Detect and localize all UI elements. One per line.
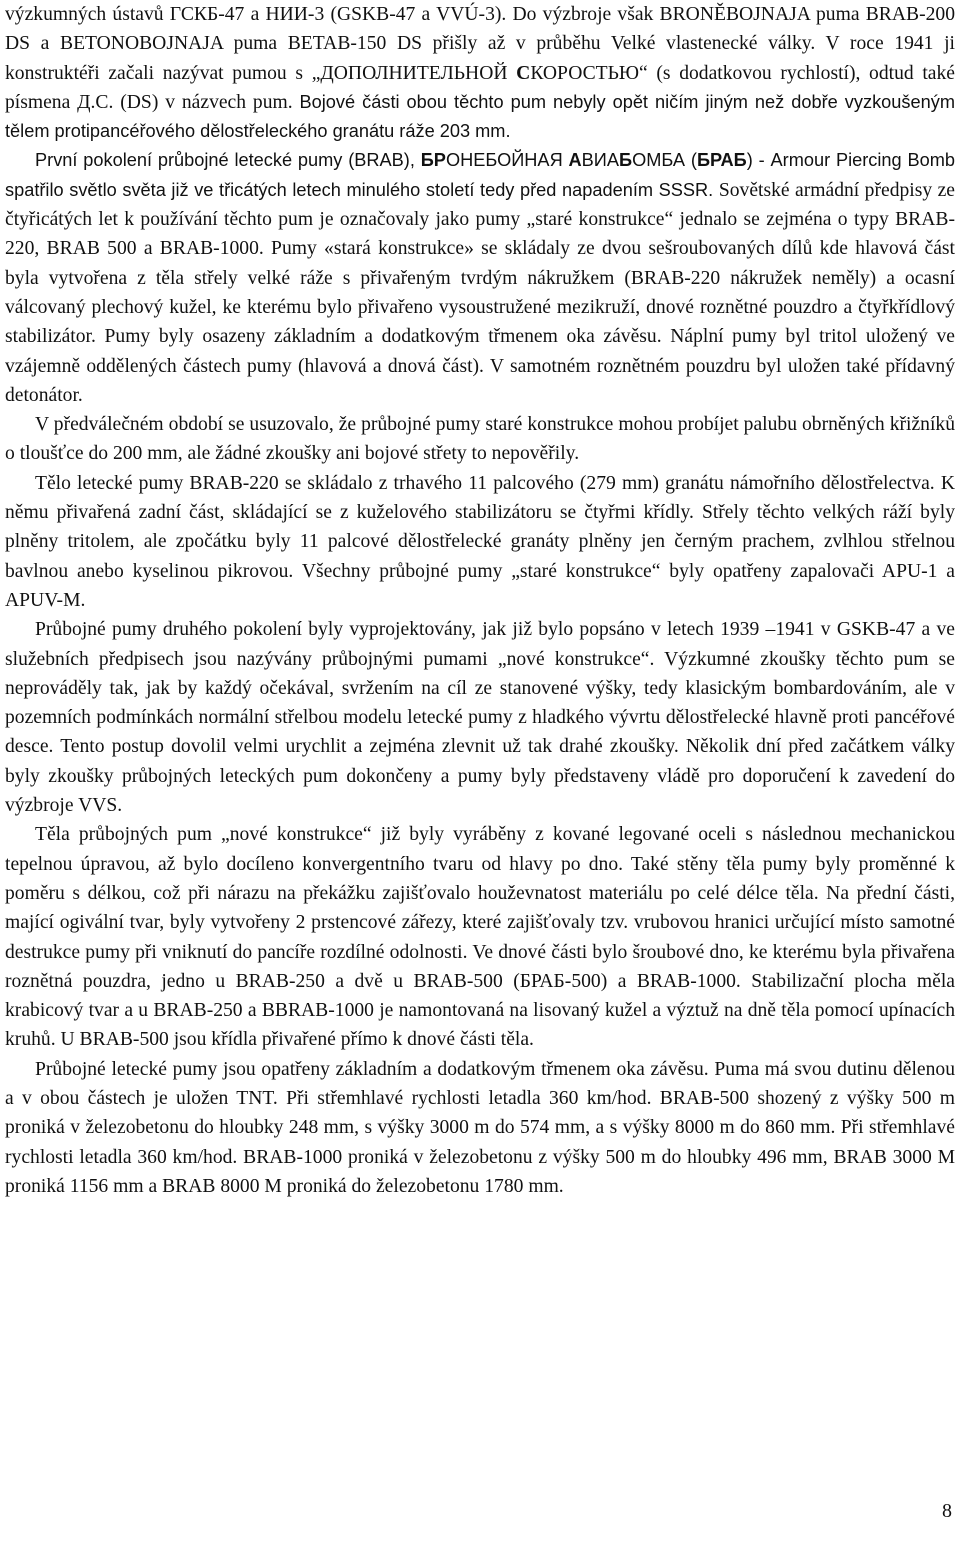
text-run-sans: ОНЕБОЙНАЯ [445, 150, 569, 171]
text-run: výzkumných ústavů ГСКБ-47 a НИИ-3 (GSKB-47 a VVÚ-3). Do výzbroje však BRONĚBOJNAJA puma BRAB-200 DS a BETONOBOJNAJA puma BETAB-150 DS přišly až v průběhu Velké vlastenecké války. V roce 1941 ji konstruktéři začali nazývat pumou s „ДОПОЛНИТЕЛЬНОЙ [5, 4, 955, 84]
text-run-sans: ОМБА ( [632, 150, 697, 171]
text-run-sans: ВИА [581, 150, 620, 171]
text-run-bold: А [568, 150, 582, 171]
paragraph-3: V předválečném období se usuzovalo, že průbojné pumy staré konstrukce mohou probíjet palubu obrněných křižníků o tloušťce do 200 mm, ale žádné zkoušky ani bojové střety to nepověřily. [5, 414, 955, 465]
text-run-bold: С [516, 62, 531, 84]
text-run-sans: Bojové části obou těchto pum nebyly opět ničím jiným než dobře vyzkoušeným tělem protipancéřového dělostřeleckého granátu ráže 203 mm. [5, 91, 955, 142]
paragraph-4: Tělo letecké pumy BRAB-220 se skládalo z trhavého 11 palcového (279 mm) granátu námořního dělostřelectva. K němu přivařená zadní část, skládající se z kuželového stabilizátoru se čtyřmi křídly. Střely těchto velkých ráží byly plněny tritolem, ale zpočátku byly 11 palcové dělostřelecké granáty plněny jen černým prachem, zvlhlou střelnou bavlnou anebo kyselinou pikrovou. Všechny průbojné pumy „staré konstrukce“ byly opatřeny zapalovači APU-1 a APUV-M. [5, 472, 955, 611]
text-run-sans: První pokolení průbojné letecké pumy (BRAB), [35, 150, 421, 171]
paragraph-5: Průbojné pumy druhého pokolení byly vyprojektovány, jak již bylo popsáno v letech 1939 –1941 v GSKB-47 a ve služebních předpisech jsou nazývány průbojnými pumami „nové konstrukce“. Výzkumné zkoušky těchto pum se neprováděly tak, jak by každý očekával, svržením na cíl ze stanovené výšky, tedy klasickým bombardováním, ale v pozemních podmínkách normální střelbou modelu letecké pumy z hladkého vývrtu dělostřelecké hlavně proti pancéřové desce. Tento postup dovolil velmi urychlit a zejména zlevnit už tak drahé zkoušky. Několik dní před začátkem války byly zkoušky průbojných leteckých pum dokončeny a pumy byly představeny vládě pro doporučení k zavedení do výzbroje VVS. [5, 619, 955, 817]
paragraph-1 [5, 0, 955, 146]
paragraph-2 [5, 146, 955, 410]
text-run-bold: БР [420, 150, 446, 171]
text-run-bold: Б [619, 150, 633, 171]
text-run: КОРОСТЬЮ“ (s dodatkovou rychlostí), odtud také písmena Д.С. (DS) v názvech pum. [5, 62, 955, 113]
text-run-bold: БРАБ [696, 150, 747, 171]
paragraph-7: Průbojné letecké pumy jsou opatřeny základním a dodatkovým třmenem oka závěsu. Puma má svou dutinu dělenou a v obou částech je uložen TNT. Při střemhlavé rychlosti letadla 360 km/hod. BRAB-500 shozený z výšky 500 m proniká v železobetonu do hloubky 248 mm, s výšky 3000 m do 574 mm, a s výšky 8000 m do 860 mm. Při střemhlavé rychlosti letadla 360 km/hod. BRAB-1000 proniká v železobetonu z výšky 500 m do hloubky 496 mm, BRAB 3000 M proniká 1156 mm a BRAB 8000 M proniká do železobetonu 1780 mm. [5, 1058, 955, 1197]
paragraph-6: Těla průbojných pum „nové konstrukce“ již byly vyráběny z kované legované oceli s následnou mechanickou tepelnou úpravou, až bylo docíleno konvergentního tvaru od hlavy po dno. Také stěny těla pumy byly proměnné k poměru s délkou, což při nárazu na překážku zajišťovalo houževnatost materiálu po celé délce těla. Na přední části, mající ogivální tvar, byly vytvořeny 2 prstencové zářezy, které zajišťovaly tzv. vrubovou hranici určující místo samotné destrukce pumy při vniknutí do pancíře rozdílné odolnosti. Ve dnové části bylo šroubové dno, ke kterému byla přivařena roznětná pouzdra, jedno u BRAB-250 a dvě u BRAB-500 (БРАБ-500) a BRAB-1000. Stabilizační plocha měla krabicový tvar a u BRAB-250 a BBRAB-1000 je namontovaná na lisovaný kužel a výztuž na dně těla pomocí upínacích kruhů. U BRAB-500 jsou křídla přivařené přímo k dnové části těla. [5, 824, 955, 1051]
text-run: Sovětské armádní předpisy ze čtyřicátých let k používání těchto pum je označovaly jako pumy „staré konstrukce“ jednalo se zejména o typy BRAB-220, BRAB 500 a BRAB-1000. Pumy «stará konstrukce» se skládaly ze dvou sešroubovaných dílů kde hlavová část byla vytvořena z těla střely velké ráže s přivařeným tvrdým nákružkem (BRAB-220 nákružek neměly) a ocasní válcovaný plechový kužel, ke kterému bylo přivařeno vysoustružené mezikruží, dnové roznětné pouzdro a čtyřkřídlový stabilizátor. Pumy byly osazeny základním a dodatkovým třmenem oka závěsu. Náplní pumy byl tritol uložený ve vzájemně oddělených částech pumy (hlavová a dnová část). V samotném roznětném pouzdru byl uložen také přídavný detonátor. [5, 179, 955, 406]
document-page [5, 0, 955, 1201]
page-number: 8 [942, 1500, 952, 1522]
text-run-sans: ) - Armour Piercing Bomb spatřilo světlo světa již ve třicátých letech minulého století tedy před napadením SSSR. [5, 150, 955, 200]
